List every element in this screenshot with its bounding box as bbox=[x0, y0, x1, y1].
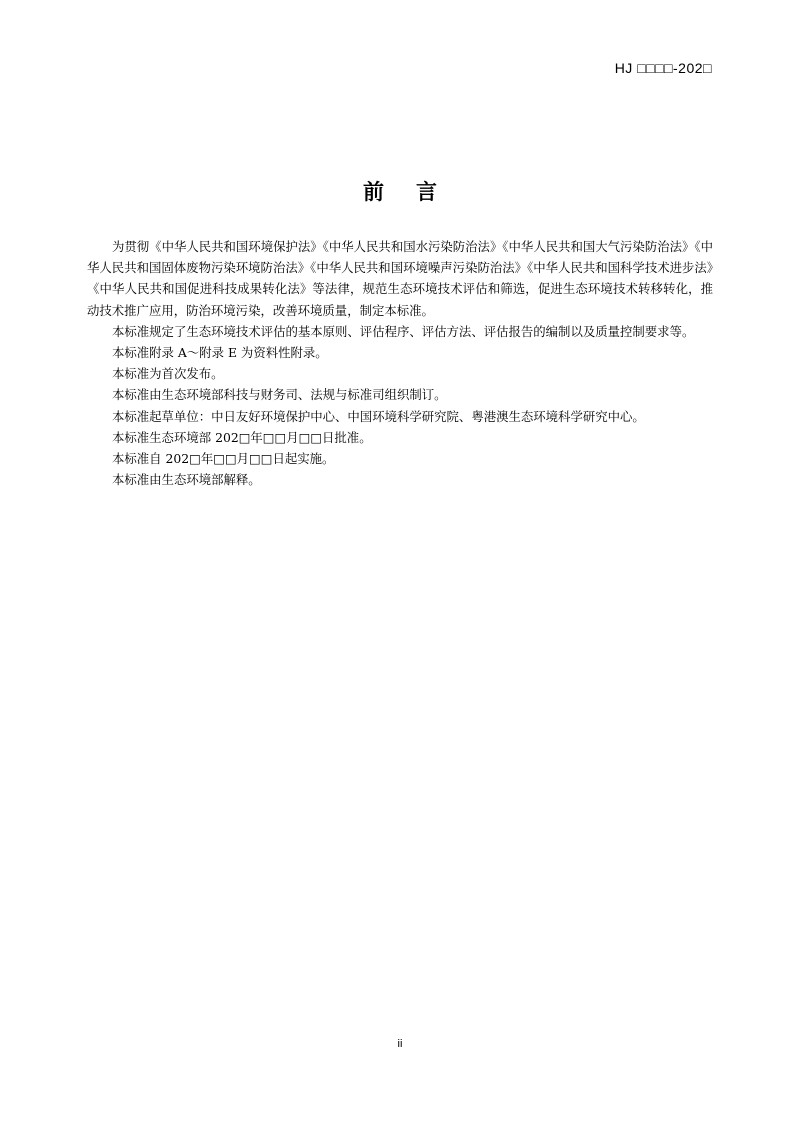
page-title: 前言 bbox=[363, 180, 469, 204]
page-number: ii bbox=[397, 1038, 403, 1050]
paragraph-appendix: 本标准附录 A～附录 E 为资料性附录。 bbox=[112, 345, 328, 361]
standard-code: HJ □□□□-202□ bbox=[614, 60, 712, 76]
paragraph-first-release: 本标准为首次发布。 bbox=[112, 366, 224, 382]
paragraph-approval: 本标准生态环境部 202□年□□月□□日批准。 bbox=[112, 429, 372, 445]
paragraph-organizer: 本标准由生态环境部科技与财务司、法规与标准司组织制订。 bbox=[112, 387, 447, 403]
foreword-body bbox=[87, 236, 713, 490]
paragraph-interpretation: 本标准由生态环境部解释。 bbox=[112, 472, 261, 488]
paragraph-purpose: 为贯彻《中华人民共和国环境保护法》《中华人民共和国水污染防治法》《中华人民共和国大气污染防治法》《中华人民共和国固体废物污染环境防治法》《中华人民共和国环境噪声污染防治法》《中华人民共和国科学技术进步法》《中华人民共和国促进科技成果转化法》等法律，规范生态环境技术评估和筛选，促进生态环境技术转移转化，推动技术推广应用，防治环境污染，改善环境质量，制定本标准。 bbox=[87, 239, 713, 318]
paragraph-effective-date: 本标准自 202□年□□月□□日起实施。 bbox=[112, 451, 335, 467]
paragraph-drafters: 本标准起草单位：中日友好环境保护中心、中国环境科学研究院、粤港澳生态环境科学研究中心。 bbox=[112, 408, 645, 424]
paragraph-scope: 本标准规定了生态环境技术评估的基本原则、评估程序、评估方法、评估报告的编制以及质量控制要求等。 bbox=[112, 323, 695, 339]
